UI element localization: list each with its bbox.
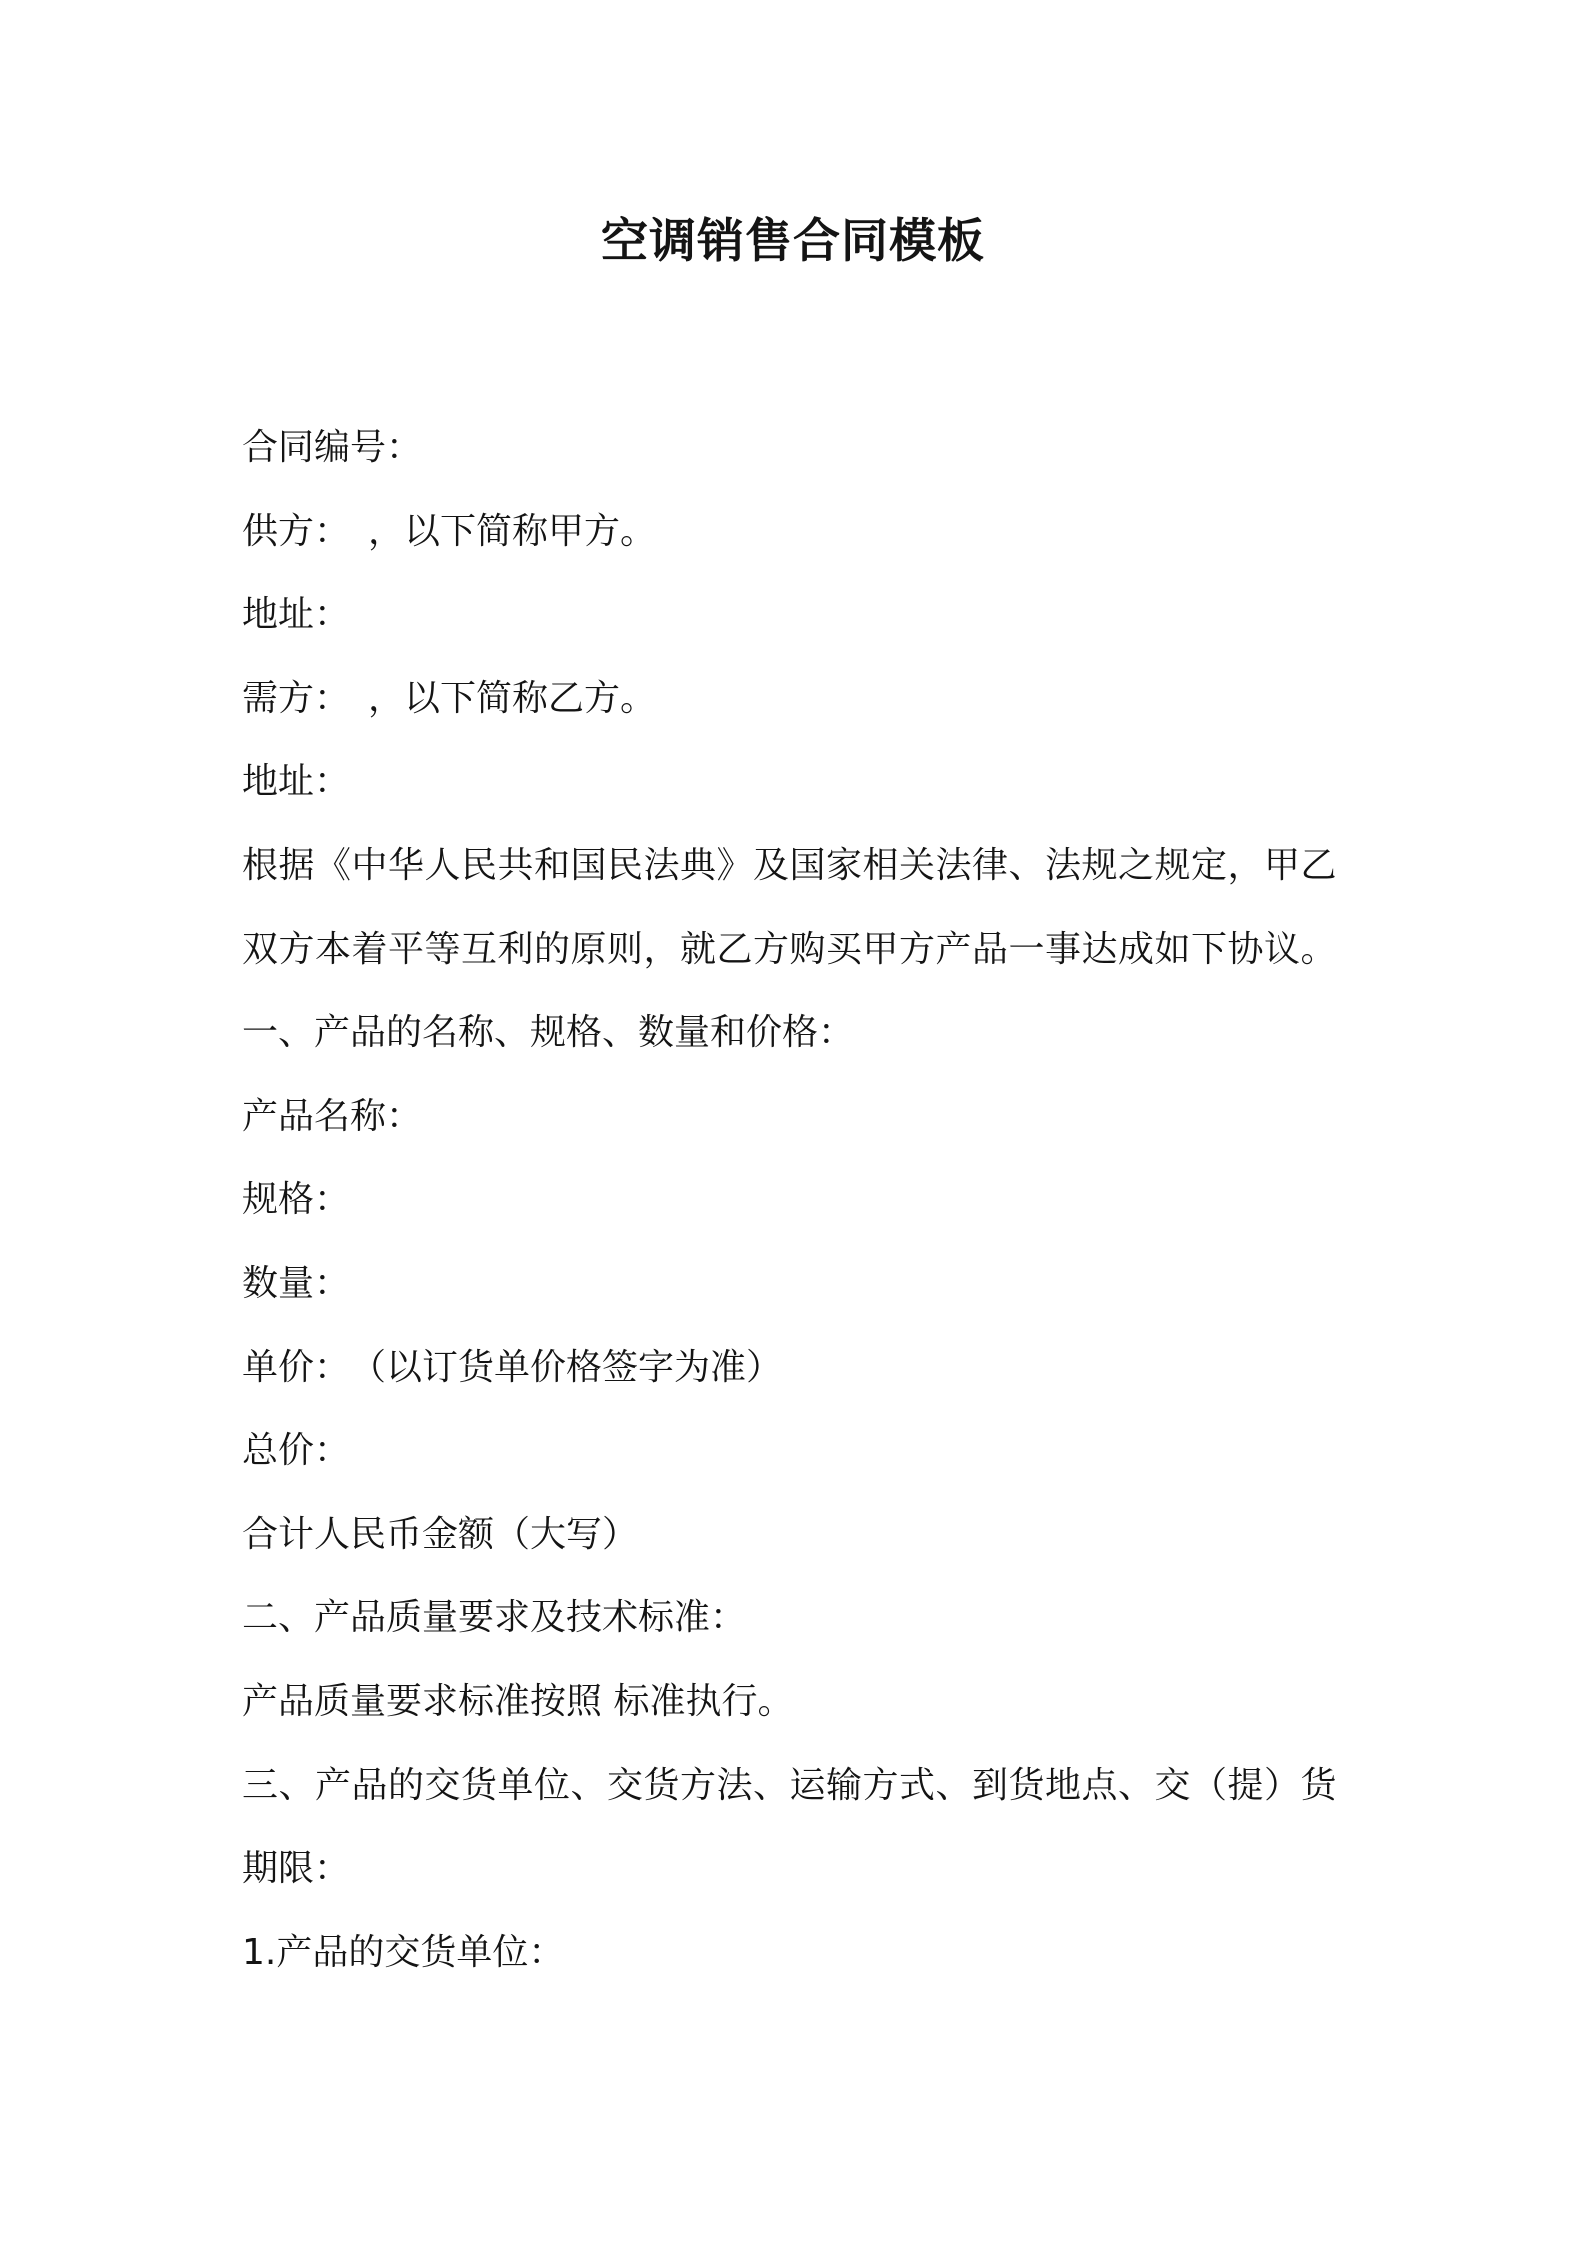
total-rmb-line: 合计人民币金额（大写）: [242, 1513, 639, 1555]
section-1-heading: 一、产品的名称、规格、数量和价格：: [242, 1012, 855, 1054]
contract-number-line: 合同编号：: [242, 427, 423, 468]
buyer-address-line: 地址：: [242, 761, 351, 803]
quality-standard-line: 产品质量要求标准按照 标准执行。: [242, 1680, 794, 1722]
section-2-heading: 二、产品质量要求及技术标准：: [242, 1597, 747, 1639]
supplier-address-line: 地址：: [242, 594, 351, 636]
buyer-line: 需方： ，以下简称乙方。: [242, 677, 657, 719]
document-title: 空调销售合同模板: [601, 214, 985, 269]
preamble-line-2: 双方本着平等互利的原则，就乙方购买甲方产品一事达成如下协议。: [242, 928, 1338, 970]
document-body: [242, 406, 1362, 1994]
section-3-heading-line-2: 期限：: [242, 1848, 351, 1890]
total-price-line: 总价：: [242, 1430, 351, 1472]
delivery-unit-line: 1.产品的交货单位：: [242, 1931, 565, 1973]
preamble-line-1: 根据《中华人民共和国民法典》及国家相关法律、法规之规定，甲乙: [242, 844, 1338, 886]
quantity-line: 数量：: [242, 1262, 351, 1304]
specification-line: 规格：: [242, 1179, 351, 1221]
product-name-line: 产品名称：: [242, 1095, 423, 1137]
supplier-line: 供方： ，以下简称甲方。: [242, 510, 657, 552]
unit-price-line: 单价： （以订货单价格签字为准）: [242, 1346, 783, 1388]
section-3-heading-line-1: 三、产品的交货单位、交货方法、运输方式、到货地点、交（提）货: [242, 1764, 1338, 1806]
